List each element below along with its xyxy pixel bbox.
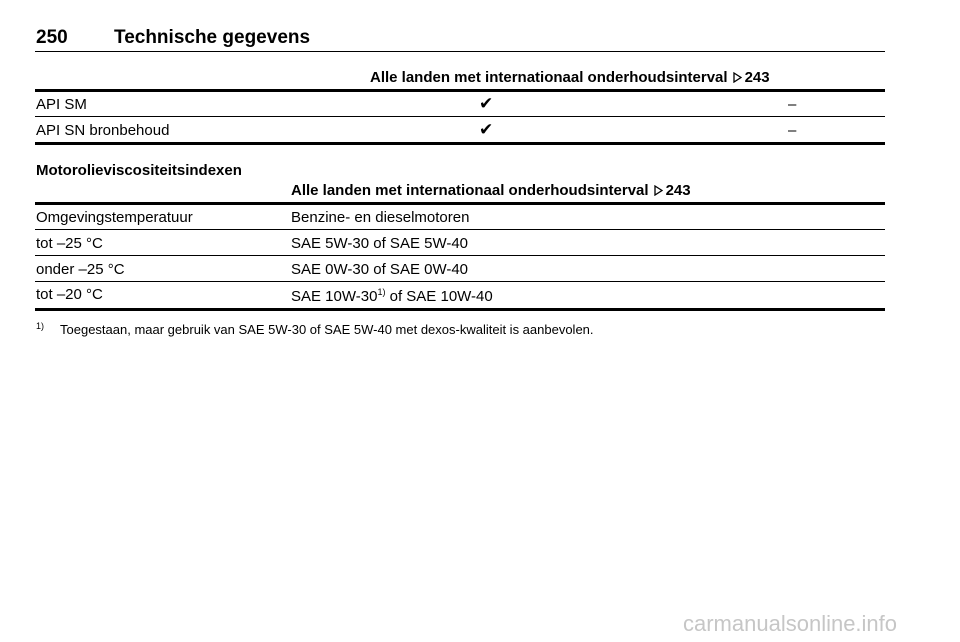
table2-row3-value-b: of SAE 10W-40 xyxy=(385,288,493,305)
table2-row3-value xyxy=(291,288,493,305)
watermark: carmanualsonline.info xyxy=(683,611,898,636)
reference-arrow-icon xyxy=(654,185,663,196)
table1-top-rule xyxy=(35,89,885,92)
table2-row2-value: SAE 0W-30 of SAE 0W-40 xyxy=(291,261,469,278)
table1-row-divider xyxy=(35,116,885,117)
table1-row1-dash: – xyxy=(788,96,797,113)
page-number: 250 xyxy=(36,27,68,48)
header-divider xyxy=(35,51,885,52)
table2-bottom-rule xyxy=(35,308,885,311)
table1-row2-dash: – xyxy=(788,122,797,139)
table2-top-rule xyxy=(35,202,885,205)
page-title: Technische gegevens xyxy=(114,27,311,48)
table2-header-text: Alle landen met internationaal onderhoudsinterval xyxy=(291,182,649,199)
table2-col-header-engines: Benzine- en dieselmotoren xyxy=(291,209,470,226)
footnote-mark: 1) xyxy=(36,321,45,331)
table2-divider xyxy=(35,281,885,282)
table1-header xyxy=(370,69,770,86)
table2-header xyxy=(291,182,691,199)
table1-header-ref[interactable]: 243 xyxy=(744,69,770,86)
table2-row1-value: SAE 5W-30 of SAE 5W-40 xyxy=(291,235,469,252)
table2-col-header-temp: Omgevingstemperatuur xyxy=(36,209,193,226)
footnote-text: Toegestaan, maar gebruik van SAE 5W-30 of SAE 5W-40 met dexos-kwaliteit is aanbevolen. xyxy=(60,322,594,337)
table2-header-ref[interactable]: 243 xyxy=(665,182,691,199)
table1-row1-label: API SM xyxy=(36,96,87,113)
footnote-reference[interactable]: 1) xyxy=(377,287,386,297)
table2-row3-temp: tot –20 °C xyxy=(36,286,103,303)
table2-row2-temp: onder –25 °C xyxy=(36,261,125,278)
table1-row2-label: API SN bronbehoud xyxy=(36,122,170,139)
table1-bottom-rule xyxy=(35,142,885,145)
reference-arrow-icon xyxy=(733,72,742,83)
check-icon: ✔ xyxy=(479,120,494,139)
table2-row3-value-a: SAE 10W-30 xyxy=(291,288,378,305)
table1-header-text: Alle landen met internationaal onderhoudsinterval xyxy=(370,69,728,86)
table2-divider xyxy=(35,255,885,256)
table2-row1-temp: tot –25 °C xyxy=(36,235,103,252)
section-title: Motorolieviscositeitsindexen xyxy=(36,162,242,179)
table2-divider xyxy=(35,229,885,230)
check-icon: ✔ xyxy=(479,94,494,113)
